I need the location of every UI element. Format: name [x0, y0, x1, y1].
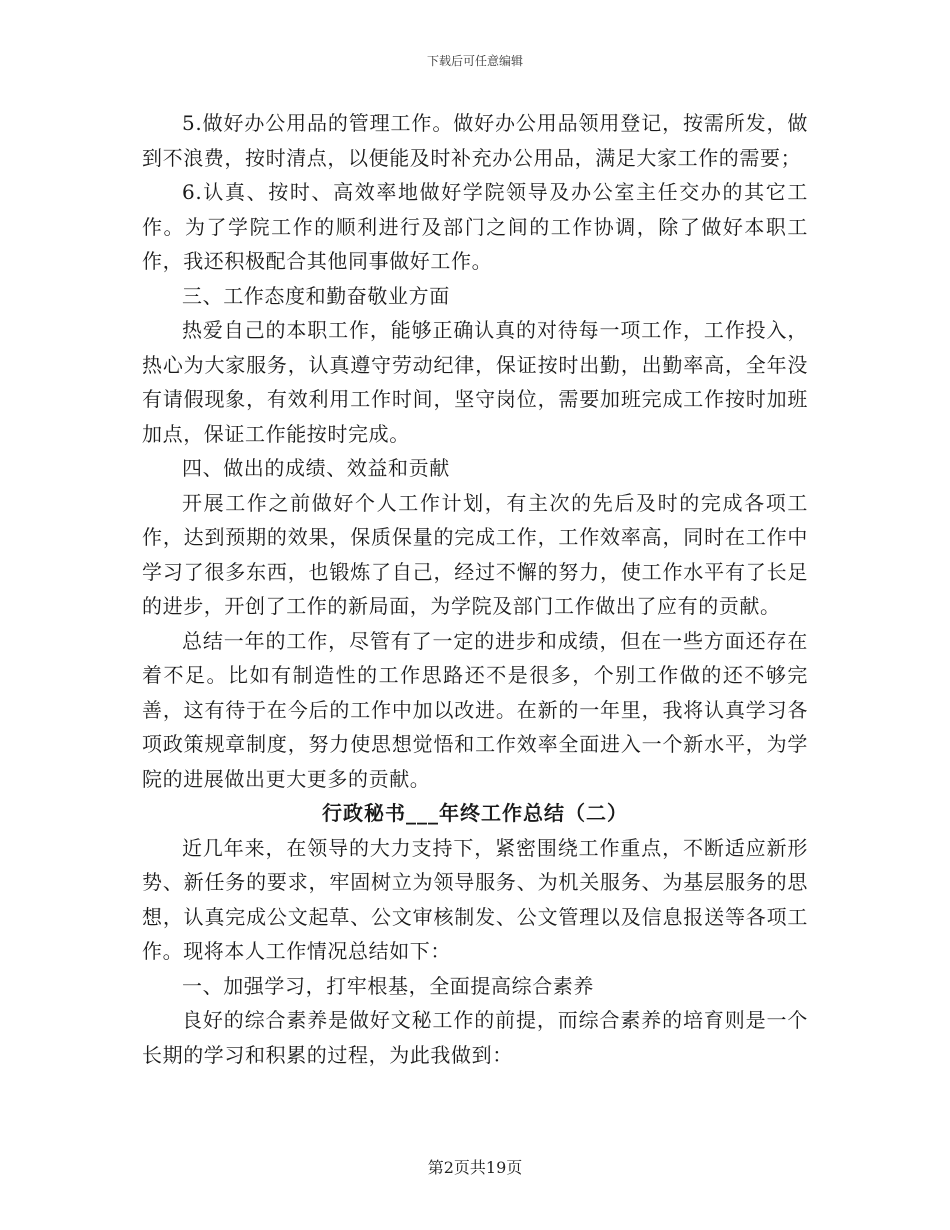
paragraph-achievements: 开展工作之前做好个人工作计划，有主次的先后及时的完成各项工作，达到预期的效果，保质保量的完成工作，工作效率高，同时在工作中学习了很多东西，也锻炼了自己，经过不懈的努力，使工作水平有了长足的进步，开创了工作的新局面，为学院及部门工作做出了应有的贡献。	[142, 490, 808, 618]
paragraph-summary: 总结一年的工作，尽管有了一定的进步和成绩，但在一些方面还存在着不足。比如有制造性的工作思路还不是很多，个别工作做的还不够完善，这有待于在今后的工作中加以改进。在新的一年里，我将认真学习各项政策规章制度，努力使思想觉悟和工作效率全面进入一个新水平，为学院的进展做出更大更多的贡献。	[142, 628, 808, 791]
heading-work-attitude: 三、工作态度和勤奋敬业方面	[182, 283, 450, 308]
heading-study: 一、加强学习，打牢根基，全面提高综合素养	[182, 973, 594, 998]
paragraph-item-5: 5.做好办公用品的管理工作。做好办公用品领用登记，按需所发，做到不浪费，按时清点，以便能及时补充办公用品，满足大家工作的需要；	[142, 111, 808, 170]
section-title: 行政秘书___年终工作总结（二）	[322, 801, 628, 825]
document-body	[142, 106, 808, 1072]
paragraph-work-attitude: 热爱自己的本职工作，能够正确认真的对待每一项工作，工作投入，热心为大家服务，认真遵守劳动纪律，保证按时出勤，出勤率高，全年没有请假现象，有效利用工作时间，坚守岗位，需要加班完成工作按时加班加点，保证工作能按时完成。	[142, 318, 808, 446]
paragraph-study: 良好的综合素养是做好文秘工作的前提，而综合素养的培育则是一个长期的学习和积累的过程，为此我做到：	[142, 1008, 808, 1067]
paragraph-item-6: 6.认真、按时、高效率地做好学院领导及办公室主任交办的其它工作。为了学院工作的顺利进行及部门之间的工作协调，除了做好本职工作，我还积极配合其他同事做好工作。	[142, 180, 808, 273]
page-header: 下载后可任意编辑	[426, 54, 523, 68]
page-number: 第2页共19页	[427, 1158, 523, 1177]
heading-achievements: 四、做出的成绩、效益和贡献	[182, 456, 450, 480]
paragraph-intro: 近几年来，在领导的大力支持下，紧密围绕工作重点，不断适应新形势、新任务的要求，牢固树立为领导服务、为机关服务、为基层服务的思想，认真完成公文起草、公文审核制发、公文管理以及信息报送等各项工作。现将本人工作情况总结如下：	[142, 835, 808, 963]
